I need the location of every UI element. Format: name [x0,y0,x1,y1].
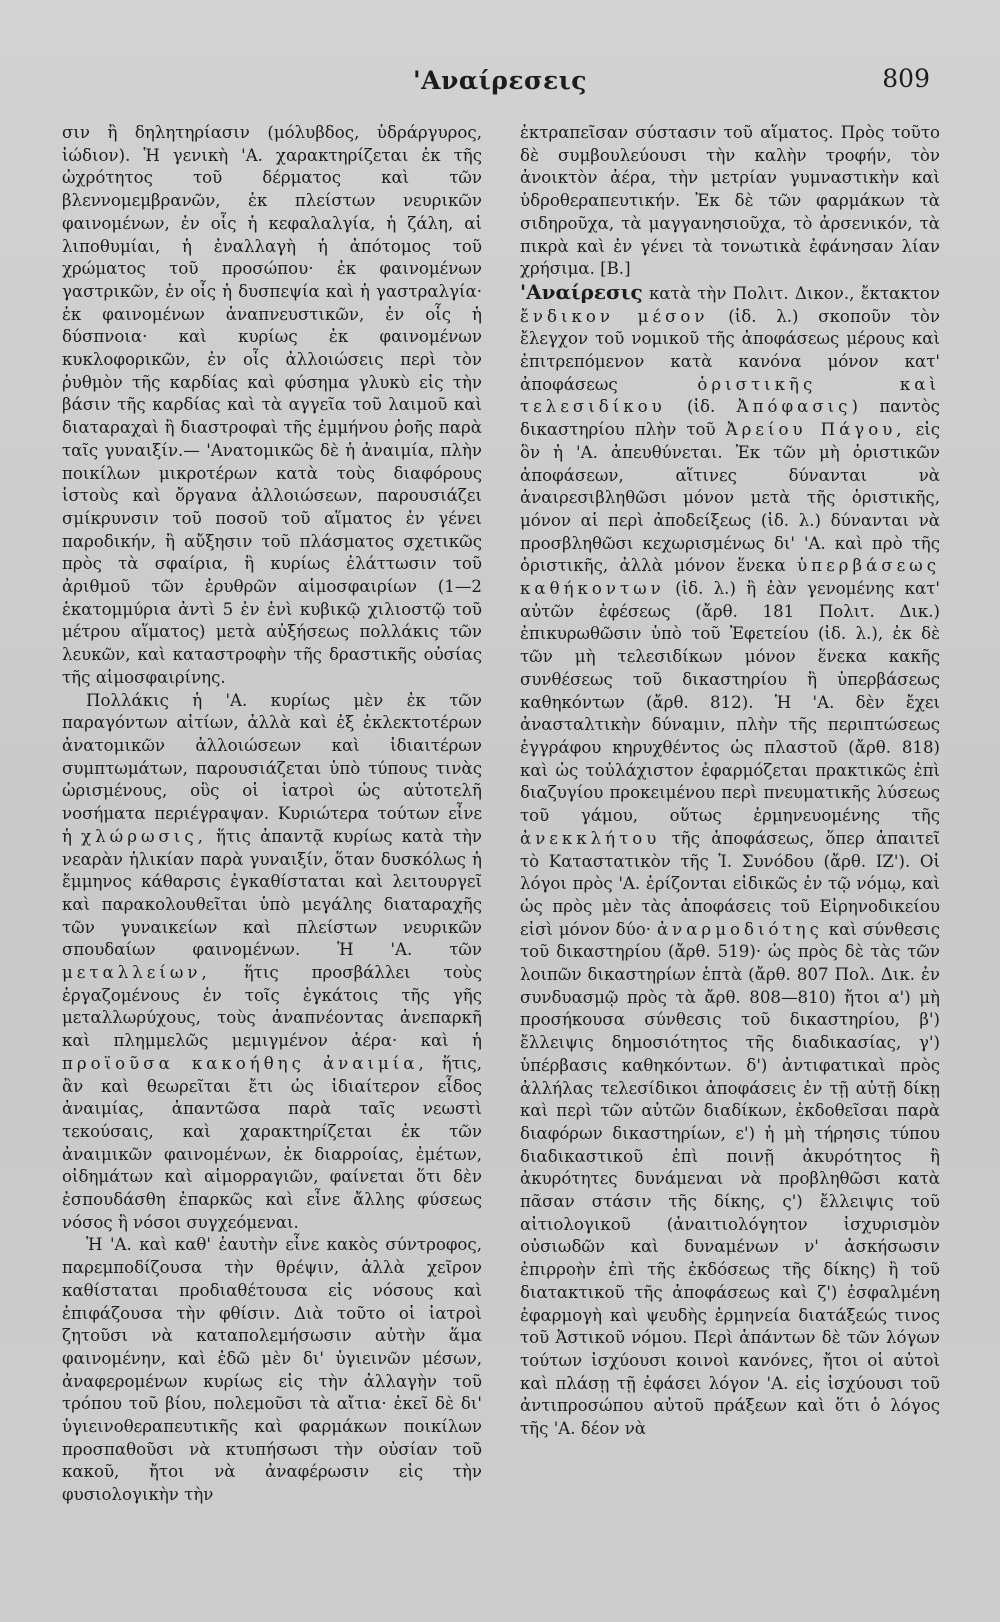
left-paragraph-2-text-b: ἥτις ἀπαντᾷ κυρίως κατὰ τὴν νεαρὰν ἡλικίαν παρὰ γυναιξίν, ὅταν δυσκόλως ἡ ἔμμηνος κάθαρσις ἐγκαθίσταται καὶ λειτουργεῖ καὶ παρακολουθεῖται ὑπὸ μεγάλης διαταραχῆς τῶν γυναικείων καὶ πλείστων νευρικῶν σπουδαίων φαινομένων. Ἡ 'Α. τῶν [62,826,482,960]
right-paragraph-2 [520,281,940,1441]
term-hypervaseos: ὑπερβάσεως καθήκοντων [520,556,940,599]
left-paragraph-2-text-d: ἥτις, ἂν καὶ θεωρεῖται ἔτι ὡς ἰδιαίτερον εἶδος ἀναιμίας, ἀπαντῶσα παρὰ ταῖς νεωστὶ τεκούσαις, καὶ χαρακτηρίζεται ἐκ τῶν ἀναιμικῶν φαινομένων, ἐκ διαρροίας, ἐμέτων, οἰδημάτων καὶ αἱμορραγιῶν, φαίνεται ὅτι δὲν ἐσπουδάσθη ἐπαρκῶς καὶ εἶνε ἄλλης φύσεως νόσος ἢ νόσοι συγχεόμεναι. [62,1053,482,1232]
term-chlorosis: χλώρωσις, [81,826,207,846]
header-title: 'Αναίρεσεις [412,66,587,95]
term-oristikis: ὁριστικῆς καὶ τελεσιδίκου [520,374,940,417]
left-paragraph-2 [62,690,482,1235]
right-paragraph-1: ἐκτραπεῖσαν σύστασιν τοῦ αἵματος. Πρὸς τοῦτο δὲ συμβουλεύουσι τὴν καλὴν τροφήν, τὸν ἀνοικτὸν ἀέρα, τὴν μετρίαν γυμναστικὴν καὶ ὑδροθεραπευτικήν. Ἐκ δὲ τῶν φαρμάκων τὰ σιδηροῦχα, τὰ μαγγανησιοῦχα, τὸ ἀρσενικόν, τὰ πικρὰ καὶ ἐν γένει τὰ τονωτικὰ ἐφάνησαν λίαν χρήσιμα. [Β.] [520,123,940,279]
right-paragraph-2-d: ) παντὸς δικαστηρίου πλὴν τοῦ [520,397,940,440]
right-paragraph-2-g: τῆς ἀποφάσεως, ὅπερ ἀπαιτεῖ τὸ Καταστατικὸν τῆς Ἱ. Συνόδου (ἄρθ. ΙΖ'). Οἱ λόγοι πρὸς 'Α. ἐρίζονται εἰδικῶς ἐν τῷ νόμῳ, καὶ ὡς πρὸς μὲν τὰς ἀποφάσεις τοῦ Εἰρηνοδικείου εἰσὶ μόνον δύο· [520,828,940,939]
right-column [520,122,940,1582]
term-apofasis: Ἀπόφασις [736,397,852,417]
left-paragraph-3: Ἡ 'Α. καὶ καθ' ἑαυτὴν εἶνε κακὸς σύντροφος, παρεμποδίζουσα τὴν θρέψιν, ἀλλὰ χεῖρον καθίσταται προδιαθέτουσα εἰς νόσους καὶ ἐπιφάζουσα τὴν φθίσιν. Διὰ τοῦτο οἱ ἰατροὶ ζητοῦσι νὰ καταπολεμήσωσιν αὐτὴν ἅμα φαινομένην, καὶ ἐδῶ μὲν δι' ὑγιεινῶν μέσων, ἀναφερομένων κυρίως εἰς τὴν ἀλλαγὴν τοῦ τρόπου τοῦ βίου, πολεμοῦσι τὰ αἴτια· ἐκεῖ δὲ δι' ὑγιεινοθεραπευτικῆς καὶ φαρμάκων ποικίλων προσπαθοῦσι νὰ κτυπήσωσι τὴν οὐσίαν τοῦ κακοῦ, ἤτοι νὰ ἀναφέρωσιν εἰς τὴν φυσιολογικὴν τὴν [62,1235,482,1505]
right-paragraph-2-c: (ἰδ. [687,397,716,417]
right-paragraph-2-b: (ἰδ. λ.) σκοποῦν τὸν ἔλεγχον τοῦ νομικοῦ τῆς ἀποφάσεως μέρους καὶ ἐπιτρεπόμενον κατὰ κανόνα μόνον κατ' ἀποφάσεως [520,306,940,394]
right-paragraph-2-e: εἰς ὃν ἡ 'Α. ἀπευθύνεται. Ἐκ τῶν μὴ ὁριστικῶν ἀποφάσεων, αἵτινες δύνανται νὰ ἀναιρεσιβληθῶσι μόνον μετὰ τῆς ὁριστικῆς, μόνον αἱ περὶ ἀποδείξεως (ἰδ. λ.) δύνανται νὰ προσβληθῶσι κεχωρισμένως δι' 'Α. καὶ πρὸ τῆς ὁριστικῆς, ἀλλὰ μόνον ἕνεκα [520,420,940,576]
right-paragraph-2-a: κατὰ τὴν Πολιτ. Δικον., ἔκτακτον [648,283,940,303]
term-areiou-pagou: Ἀρείου Πάγου, [725,420,906,440]
left-paragraph-1: σιν ἢ δηλητηρίασιν (μόλυβδος, ὑδράργυρος, ἰώδιον). Ἡ γενικὴ 'Α. χαρακτηρίζεται ἐκ τῆς ὠχρότητος τοῦ δέρματος καὶ τῶν βλεννομεμβρανῶν, ἐκ πλείστων νευρικῶν φαινομένων, ἐν οἷς ἡ κεφαλαλγία, ἡ ζάλη, αἱ λιποθυμίαι, ἡ ἐναλλαγὴ ἡ ἀπότομος τοῦ χρώματος τοῦ προσώπου· ἐκ φαινομένων γαστρικῶν, ἐν οἷς ἡ δυσπεψία καὶ ἡ γαστραλγία· ἐκ φαινομένων ἀναπνευστικῶν, ἐν οἷς ἡ δύσπνοια· καὶ κυρίως ἐκ φαινομένων κυκλοφορικῶν, ἐν οἷς ἀλλοιώσεις περὶ τὸν ῥυθμὸν τῆς καρδίας καὶ φύσημα γλυκὺ εἰς τὴν βάσιν τῆς καρδίας καὶ τὰ αγγεῖα τοῦ λαιμοῦ καὶ διαταραχαὶ ἢ διαστροφαὶ τῆς ἐμμήνου ῥοῆς παρὰ ταῖς γυναιξίν.— 'Ανατομικῶς δὲ ἡ ἀναιμία, πλὴν ποικίλων μικροτέρων κατὰ τοὺς διαφόρους ἱστοὺς καὶ ὄργανα ἀλλοιώσεων, παρουσιάζει σμίκρυνσιν τοῦ ποσοῦ τοῦ αἵματος ἐν γένει παροδικήν, ἢ αὔξησιν τοῦ πλάσματος σχετικῶς πρὸς τὰ σφαίρια, ἢ κυρίως ἐλάττωσιν τοῦ ἀριθμοῦ τῶν ἐρυθρῶν αἱμοσφαιρίων (1—2 ἑκατομμύρια ἀντὶ 5 ἐν ἑνὶ κυβικῷ χιλιοστῷ τοῦ μέτρου αἵματος) μετὰ αὐξήσεως πολλάκις τῶν λευκῶν, καὶ καταστροφὴν τῆς δραστικῆς οὐσίας τῆς αἱμοσφαιρίνης. [62,123,482,687]
left-paragraph-2-text: Πολλάκις ἡ 'Α. κυρίως μὲν ἐκ τῶν παραγόντων αἰτίων, ἀλλὰ καὶ ἐξ ἐκλεκτοτέρων ἀνατομικῶν ἀλλοιώσεων καὶ ἰδιαιτέρων συμπτωμάτων, παρουσιάζεται ὑπὸ τύπους τινὰς ὡρισμένους, οὓς οἱ ἰατροὶ ὡς αὐτοτελῆ νοσήματα περιέγραψαν. Κυριώτερα τούτων εἶνε ἡ [62,690,482,846]
right-paragraph-2-f: (ἰδ. λ.) ἢ ἐὰν γενομένης κατ' αὐτῶν ἐφέσεως (ἄρθ. 181 Πολιτ. Δικ.) ἐπικυρωθῶσιν ὑπὸ τοῦ Ἐφετείου (ἰδ. λ.), ἐκ δὲ τῶν μὴ τελεσιδίκων μόνον ἕνεκα κακῆς συνθέσεως τοῦ δικαστηρίου ἢ ὑπερβάσεως καθηκόντων (ἄρθ. 812). Ἡ 'Α. δὲν ἔχει ἀνασταλτικὴν δύναμιν, πλὴν τῆς περιπτώσεως ἐγγράφου κηρυχθέντος ὡς πλαστοῦ (ἄρθ. 818) καὶ ὡς τοὐλάχιστον ἐφαρμόζεται πρακτικῶς ἐπὶ διαζυγίου προκειμένου περὶ πνευματικῆς λύσεως τοῦ γάμου, οὕτως ἑρμηνευομένης τῆς [520,579,940,826]
left-column [62,122,482,1582]
term-anarmodiotis: ἀναρμοδιότης [656,919,823,939]
term-anekklitou: ἀνεκκλήτου [520,828,661,848]
term-metalleion: μεταλλείων, [62,963,211,983]
right-paragraph-2-h: καὶ σύνθεσις τοῦ δικαστηρίου (ἄρθ. 519)· ὡς πρὸς δὲ τὰς τῶν λοιπῶν δικαστηρίων ἑπτὰ (ἄρθ. 807 Πολ. Δικ. ἐν συνδυασμῷ πρὸς τὰ ἄρθ. 808—810) ἤτοι α') μὴ προσήκουσα σύνθεσις τοῦ δικαστηρίου, β') ἔλλειψις δημοσιότητος τῆς διαδικασίας, γ') ὑπέρβασις καθηκόντων. δ') ἀντιφατικαὶ πρὸς ἀλλήλας τελεσίδικοι ἀποφάσεις ἐν τῇ αὐτῇ δίκῃ καὶ περὶ τῶν αὐτῶν διαδίκων, ἐκδοθεῖσαι παρὰ διαφόρων δικαστηρίων, ε') ἡ μὴ τήρησις τύπου διαδικαστικοῦ ἐπὶ ποινῇ ἀκυρότητος ἢ ἀκυρότητες δυνάμεναι νὰ προβληθῶσι κατὰ πᾶσαν στάσιν τῆς δίκης, ς') ἔλλειψις τοῦ αἰτιολογικοῦ (ἀναιτιολόγητον ἰσχυρισμὸν οὐσιωδῶν καὶ δυναμένων ν' ἀσκήσωσιν ἐπιρροὴν ἐπὶ τῆς ἐκδόσεως τῆς δίκης) ἢ τοῦ διατακτικοῦ τῆς ἀποφάσεως καὶ ζ') ἐσφαλμένη ἐφαρμογὴ καὶ ψευδὴς ἑρμηνεία διατάξεώς τινος τοῦ Ἀστικοῦ νόμου. Περὶ ἁπάντων δὲ τῶν λόγων τούτων ἰσχύουσι κοινοὶ κανόνες, ἤτοι οἱ αὐτοὶ καὶ πλάσῃ τῇ ἐφάσει λόγον 'Α. εἰς ἰσχύουσι τοῦ ἀντιπροσώπου αὐτοῦ πράξεων καὶ ὅτι ὁ λόγος τῆς 'Α. δέον νὰ [520,919,940,1439]
term-kakoithis-anaimia: προϊοῦσα κακοήθης ἀναιμία, [62,1053,428,1073]
text-columns [62,122,940,1582]
entry-headword: 'Αναίρεσις [520,279,643,304]
left-paragraph-2-text-c: ἥτις προσβάλλει τοὺς ἐργαζομένους ἐν τοῖς ἐγκάτοις τῆς γῆς μεταλλωρύχους, τοὺς ἀναπνέοντας ἀνεπαρκῆ καὶ πλημμελῶς μεμιγμένον ἀέρα· καὶ ἡ [62,963,482,1051]
term-endikon-meson: ἔνδικον μέσον [520,306,709,326]
page-number: 809 [882,64,930,93]
running-header [0,62,1000,102]
